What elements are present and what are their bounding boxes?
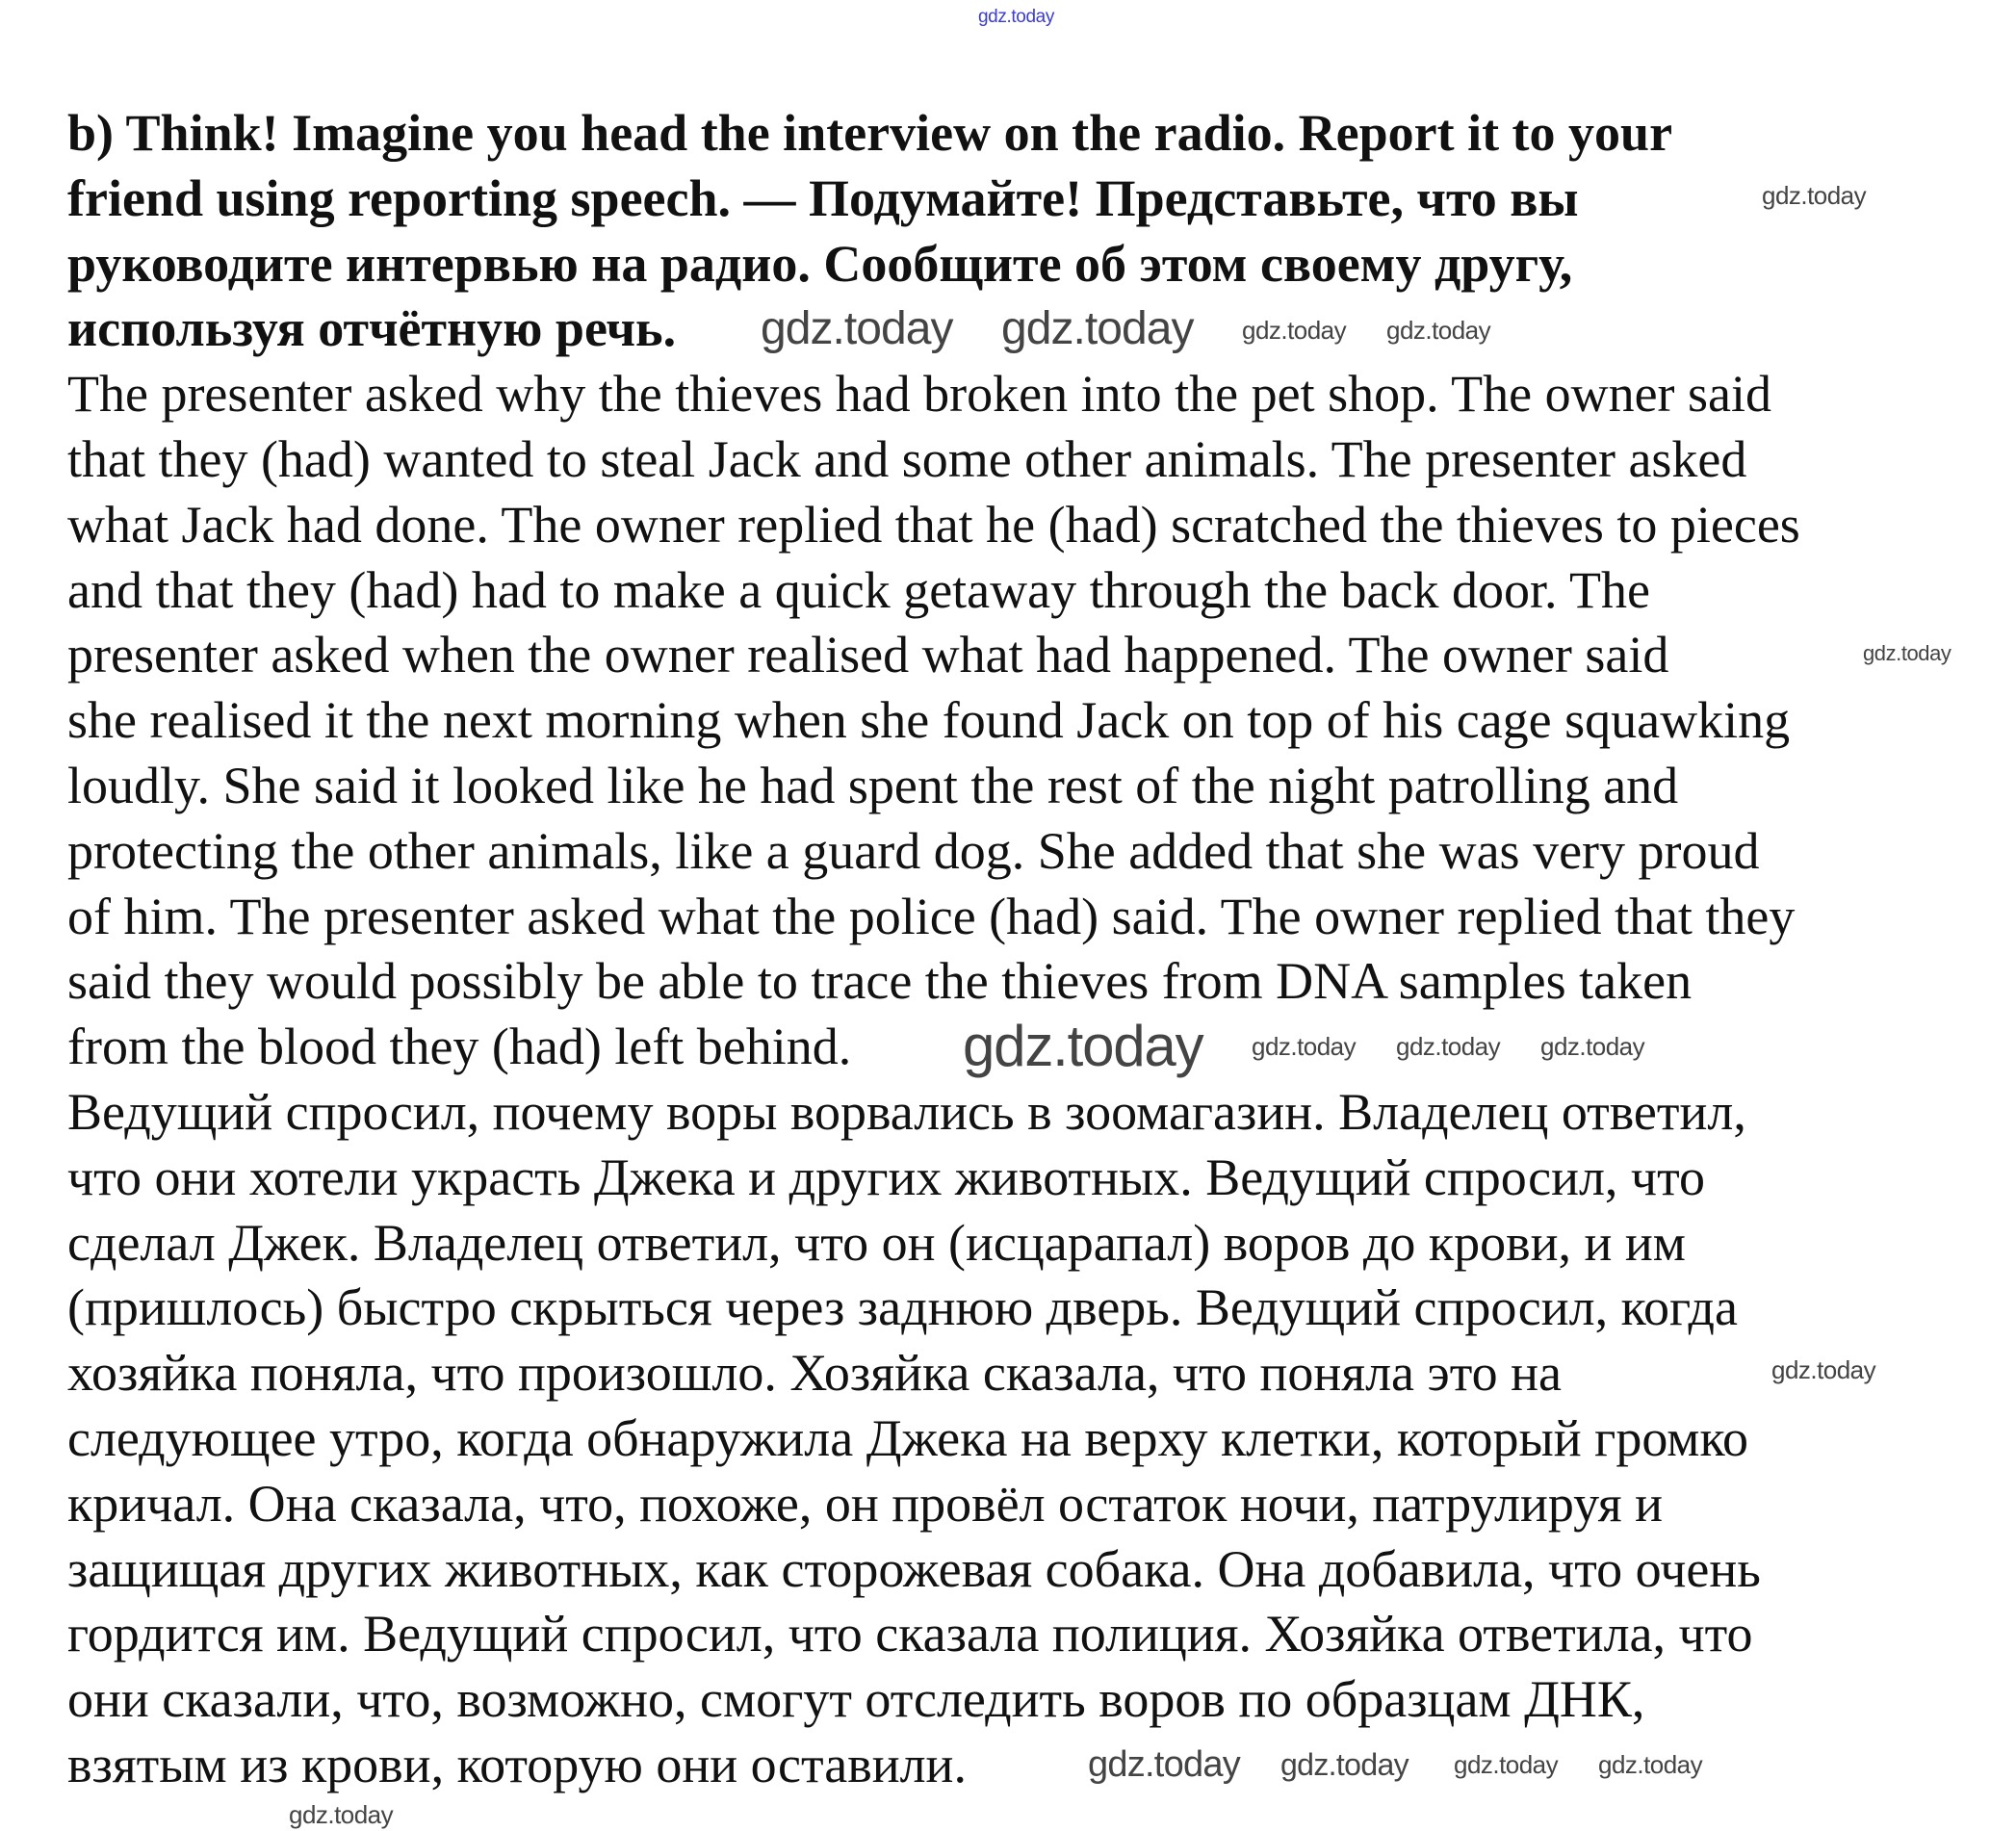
watermark: gdz.today bbox=[761, 303, 953, 354]
english-line: protecting the other animals, like a guard dog. She added that she was very proud bbox=[67, 821, 1760, 880]
english-line: loudly. She said it looked like he had spent the rest of the night patrolling and bbox=[67, 757, 1679, 814]
russian-line: взятым из крови, которую они оставили. bbox=[67, 1736, 967, 1793]
english-line: from the blood they (had) left behind. bbox=[67, 1018, 852, 1076]
watermark: gdz.today bbox=[1863, 641, 1951, 665]
watermark: gdz.today bbox=[963, 1014, 1203, 1078]
watermark: gdz.today bbox=[1762, 181, 1867, 210]
watermark: gdz.today bbox=[1771, 1355, 1876, 1384]
russian-line: кричал. Она сказала, что, похоже, он провёл остаток ночи, патрулируя и bbox=[67, 1474, 1664, 1533]
watermark: gdz.today bbox=[1088, 1744, 1240, 1785]
russian-line: следующее утро, когда обнаружила Джека на верху клетки, который громко bbox=[67, 1409, 1748, 1467]
watermark: gdz.today bbox=[1242, 316, 1347, 345]
russian-line: защищая других животных, как сторожевая собака. Она добавила, что очень bbox=[67, 1539, 1761, 1598]
english-line: what Jack had done. The owner replied that he (had) scratched the thieves to pieces bbox=[67, 495, 1800, 554]
watermark: gdz.today bbox=[1001, 303, 1194, 354]
english-line: said they would possibly be able to trace the thieves from DNA samples taken bbox=[67, 952, 1693, 1011]
russian-line: хозяйка поняла, что произошло. Хозяйка сказала, что поняла это на bbox=[67, 1344, 1562, 1403]
title-line: friend using reporting speech. — Подумайте! Представьте, что вы bbox=[67, 168, 1579, 227]
russian-line: гордится им. Ведущий спросил, что сказала полиция. Хозяйка ответила, что bbox=[67, 1605, 1753, 1663]
english-line: of him. The presenter asked what the police (had) said. The owner replied that they bbox=[67, 887, 1796, 945]
english-line: presenter asked when the owner realised what had happened. The owner said bbox=[67, 626, 1669, 684]
russian-line: (пришлось) быстро скрыться через заднюю дверь. Ведущий спросил, когда bbox=[67, 1278, 1738, 1337]
watermark: gdz.today bbox=[1598, 1750, 1703, 1779]
watermark: gdz.today bbox=[1396, 1032, 1501, 1061]
watermark: gdz.today bbox=[1386, 316, 1491, 345]
english-line: she realised it the next morning when she found Jack on top of his cage squawking bbox=[67, 691, 1791, 750]
title-line: b) Think! Imagine you head the interview on the radio. Report it to your bbox=[67, 104, 1673, 162]
english-line: and that they (had) had to make a quick getaway through the back door. The bbox=[67, 560, 1650, 619]
watermark: gdz.today bbox=[1252, 1032, 1357, 1061]
russian-line: сделал Джек. Владелец ответил, что он (исцарапал) воров до крови, и им bbox=[67, 1213, 1686, 1272]
russian-line: что они хотели украсть Джека и других животных. Ведущий спросил, что bbox=[67, 1148, 1705, 1206]
english-line: that they (had) wanted to steal Jack and some other animals. The presenter asked bbox=[67, 430, 1747, 488]
title-line: используя отчётную речь. bbox=[67, 299, 677, 358]
title-line: руководите интервью на радио. Сообщите об этом своему другу, bbox=[67, 234, 1573, 293]
watermark: gdz.today bbox=[1454, 1750, 1559, 1779]
watermark: gdz.today bbox=[1280, 1747, 1409, 1782]
russian-line: они сказали, что, возможно, смогут отследить воров по образцам ДНК, bbox=[67, 1670, 1645, 1729]
russian-line: Ведущий спросил, почему воры ворвались в зоомагазин. Владелец ответил, bbox=[67, 1083, 1746, 1141]
watermark: gdz.today bbox=[289, 1800, 394, 1829]
watermark-top: gdz.today bbox=[978, 7, 1054, 27]
english-line: The presenter asked why the thieves had broken into the pet shop. The owner said bbox=[67, 365, 1772, 424]
watermark: gdz.today bbox=[1540, 1032, 1645, 1061]
